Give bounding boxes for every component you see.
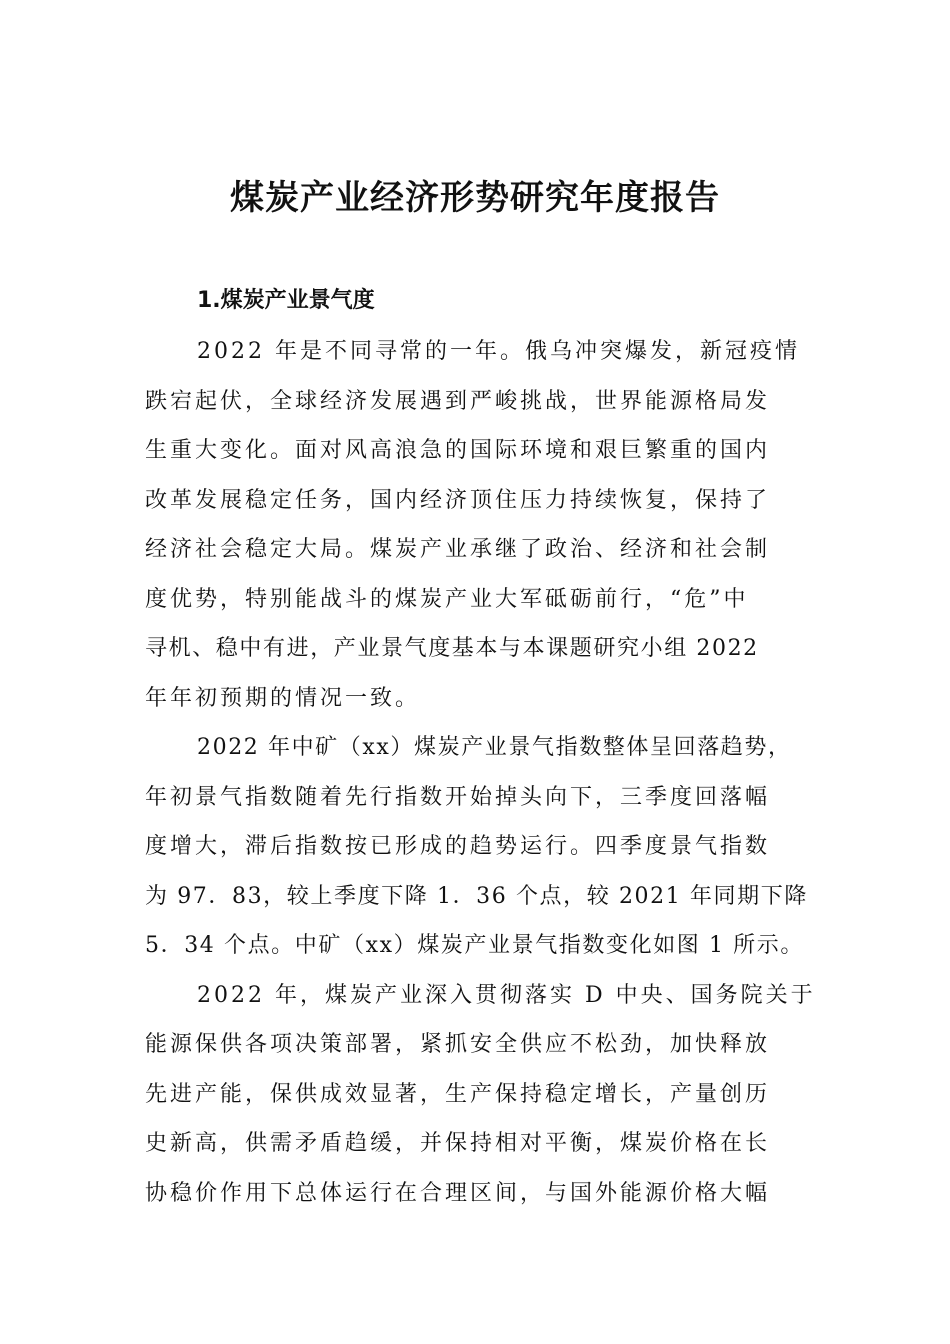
section-heading: 1.煤炭产业景气度 <box>197 288 375 313</box>
paragraph-line: 2022 年是不同寻常的一年。俄乌冲突爆发，新冠疫情 <box>197 339 800 364</box>
paragraph-line: 寻机、稳中有进，产业景气度基本与本课题研究小组 2022 <box>145 636 759 661</box>
paragraph-line: 跌宕起伏，全球经济发展遇到严峻挑战，世界能源格局发 <box>145 388 771 414</box>
paragraph-1 <box>145 327 807 723</box>
paragraph-line: 度优势，特别能战斗的煤炭产业大军砥砺前行，“危”中 <box>145 586 749 612</box>
paragraph-line: 年初景气指数随着先行指数开始掉头向下，三季度回落幅 <box>145 784 771 810</box>
paragraph-line: 度增大，滞后指数按已形成的趋势运行。四季度景气指数 <box>145 834 771 859</box>
paragraph-line: 能源保供各项决策部署，紧抓安全供应不松劲，加快释放 <box>145 1032 771 1057</box>
paragraph-line: 生重大变化。面对风高浪急的国际环境和艰巨繁重的国内 <box>145 438 771 463</box>
paragraph-line: 先进产能，保供成效显著，生产保持稳定增长，产量创历 <box>145 1081 771 1107</box>
paragraph-line: 年年初预期的情况一致。 <box>145 685 421 711</box>
paragraph-line: 协稳价作用下总体运行在合理区间，与国外能源价格大幅 <box>145 1180 771 1206</box>
paragraph-line: 5．34 个点。中矿（xx）煤炭产业景气指数变化如图 1 所示。 <box>145 933 804 958</box>
paragraph-line: 经济社会稳定大局。煤炭产业承继了政治、经济和社会制 <box>145 537 771 562</box>
paragraph-line: 改革发展稳定任务，国内经济顶住压力持续恢复，保持了 <box>145 487 771 513</box>
document-title: 煤炭产业经济形势研究年度报告 <box>230 178 720 218</box>
paragraph-line: 2022 年，煤炭产业深入贯彻落实 D 中央、国务院关于 <box>197 982 816 1008</box>
paragraph-2 <box>145 723 807 971</box>
paragraph-line: 史新高，供需矛盾趋缓，并保持相对平衡，煤炭价格在长 <box>145 1131 771 1156</box>
paragraph-3 <box>145 971 816 1219</box>
document-body <box>145 327 816 1218</box>
paragraph-line: 2022 年中矿（xx）煤炭产业景气指数整体呈回落趋势， <box>197 735 792 760</box>
paragraph-line: 为 97．83，较上季度下降 1．36 个点，较 2021 年同期下降 <box>145 883 808 909</box>
